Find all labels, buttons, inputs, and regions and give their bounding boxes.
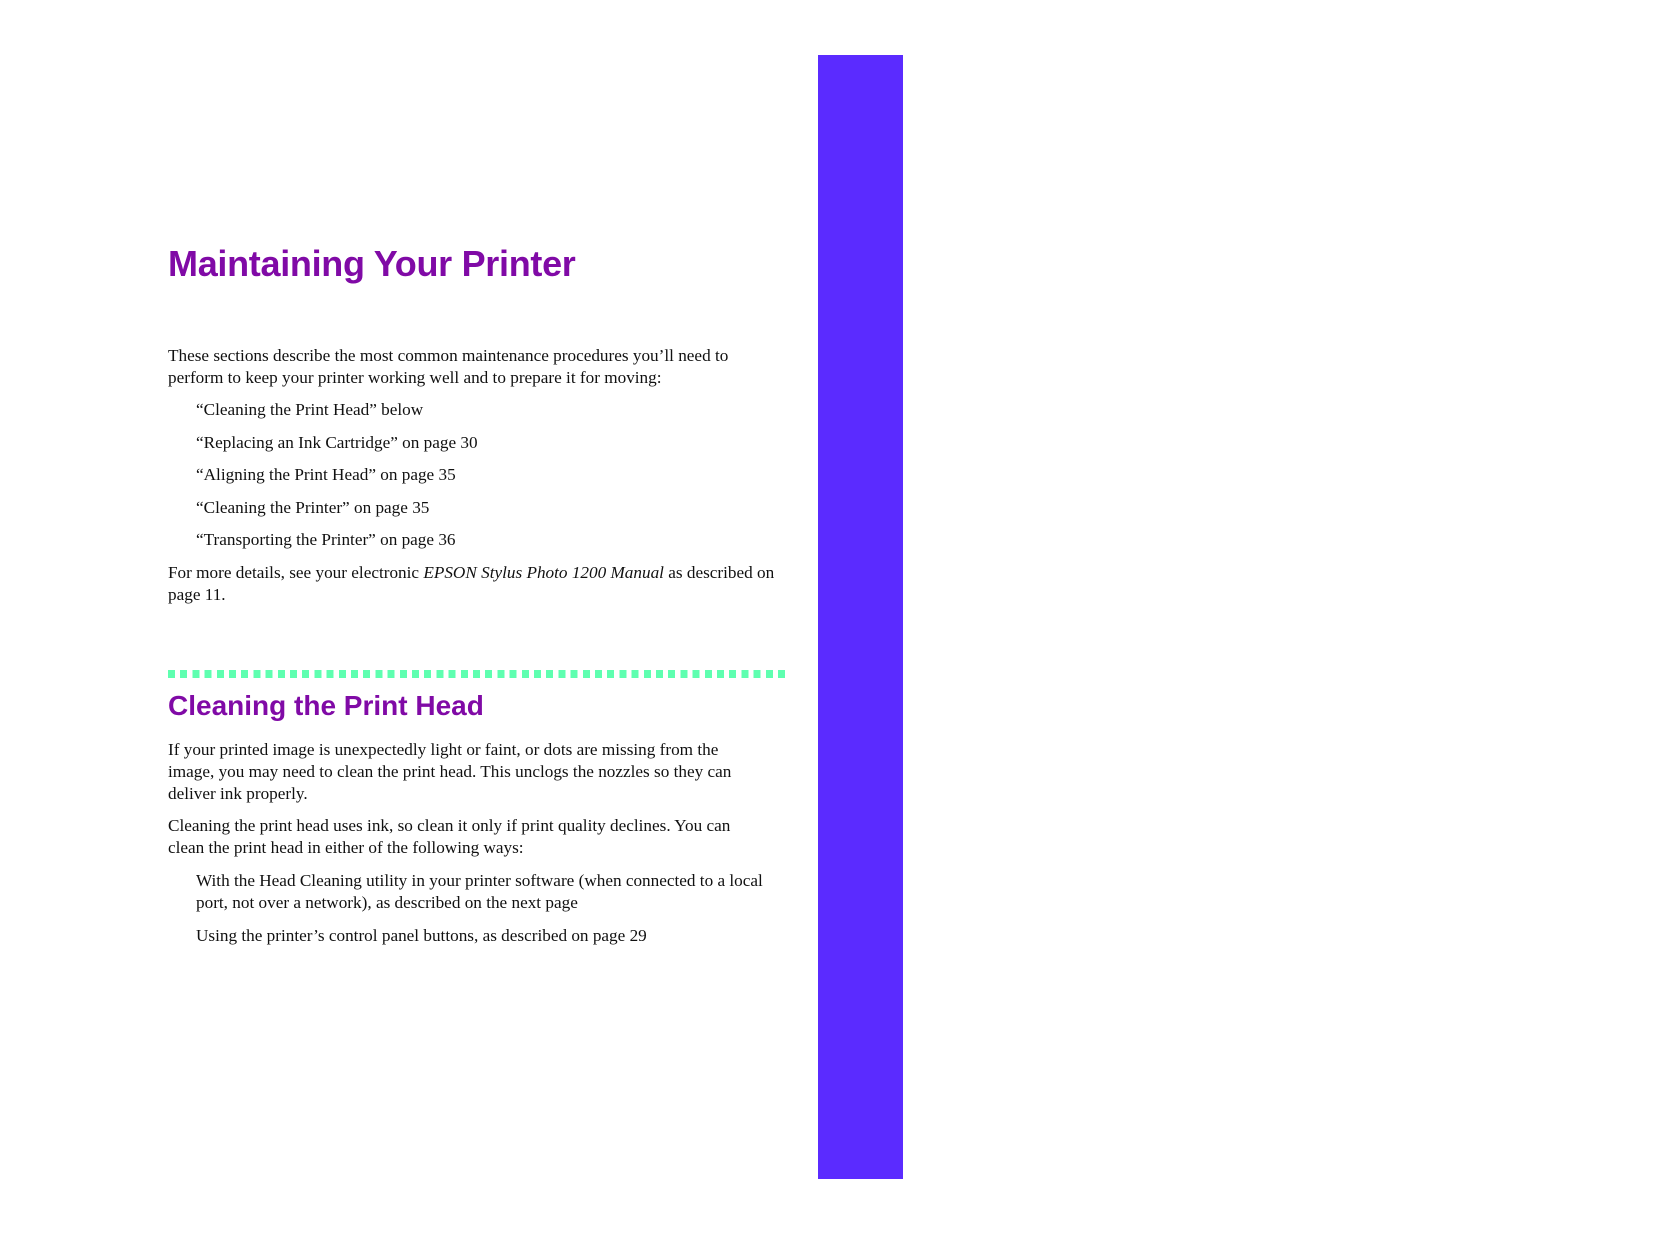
topic-item: “Replacing an Ink Cartridge” on page 30 <box>196 432 478 452</box>
manual-title: EPSON Stylus Photo 1200 Manual <box>423 563 664 582</box>
section-title: Cleaning the Print Head <box>168 690 484 721</box>
cleaning-method-item: Using the printer’s control panel buttons, as described on page 29 <box>196 926 647 945</box>
topic-item: “Cleaning the Print Head” below <box>196 400 424 419</box>
more-details-paragraph <box>168 562 783 606</box>
cleaning-method-item: With the Head Cleaning utility in your printer software (when connected to a local port, not over a network), as described on the next page <box>196 871 763 912</box>
chapter-title: Maintaining Your Printer <box>168 243 576 284</box>
section-paragraph-1: If your printed image is unexpectedly light or faint, or dots are missing from the image, you may need to clean the print head. This unclogs the nozzles so they can deliver ink properly. <box>168 740 732 803</box>
cleaning-methods-list <box>196 870 771 958</box>
intro-paragraph: These sections describe the most common maintenance procedures you’ll need to perform to keep your printer working well and to prepare it for moving: <box>168 346 729 387</box>
page-number: 27 <box>1644 1118 1667 1141</box>
topic-item: “Cleaning the Printer” on page 35 <box>196 497 430 517</box>
dotted-divider <box>168 670 788 678</box>
more-details-after: as described on page 11. <box>168 563 775 604</box>
side-tab <box>818 55 1667 1179</box>
topic-list <box>196 399 478 562</box>
topic-item: “Transporting the Printer” on page 36 <box>196 530 456 550</box>
topic-item: “Aligning the Print Head” on page 35 <box>196 465 456 485</box>
more-details-before: For more details, see your electronic <box>168 563 424 582</box>
section-paragraph-2: Cleaning the print head uses ink, so clean it only if print quality declines. You can clean the print head in either of the following ways: <box>168 816 731 857</box>
